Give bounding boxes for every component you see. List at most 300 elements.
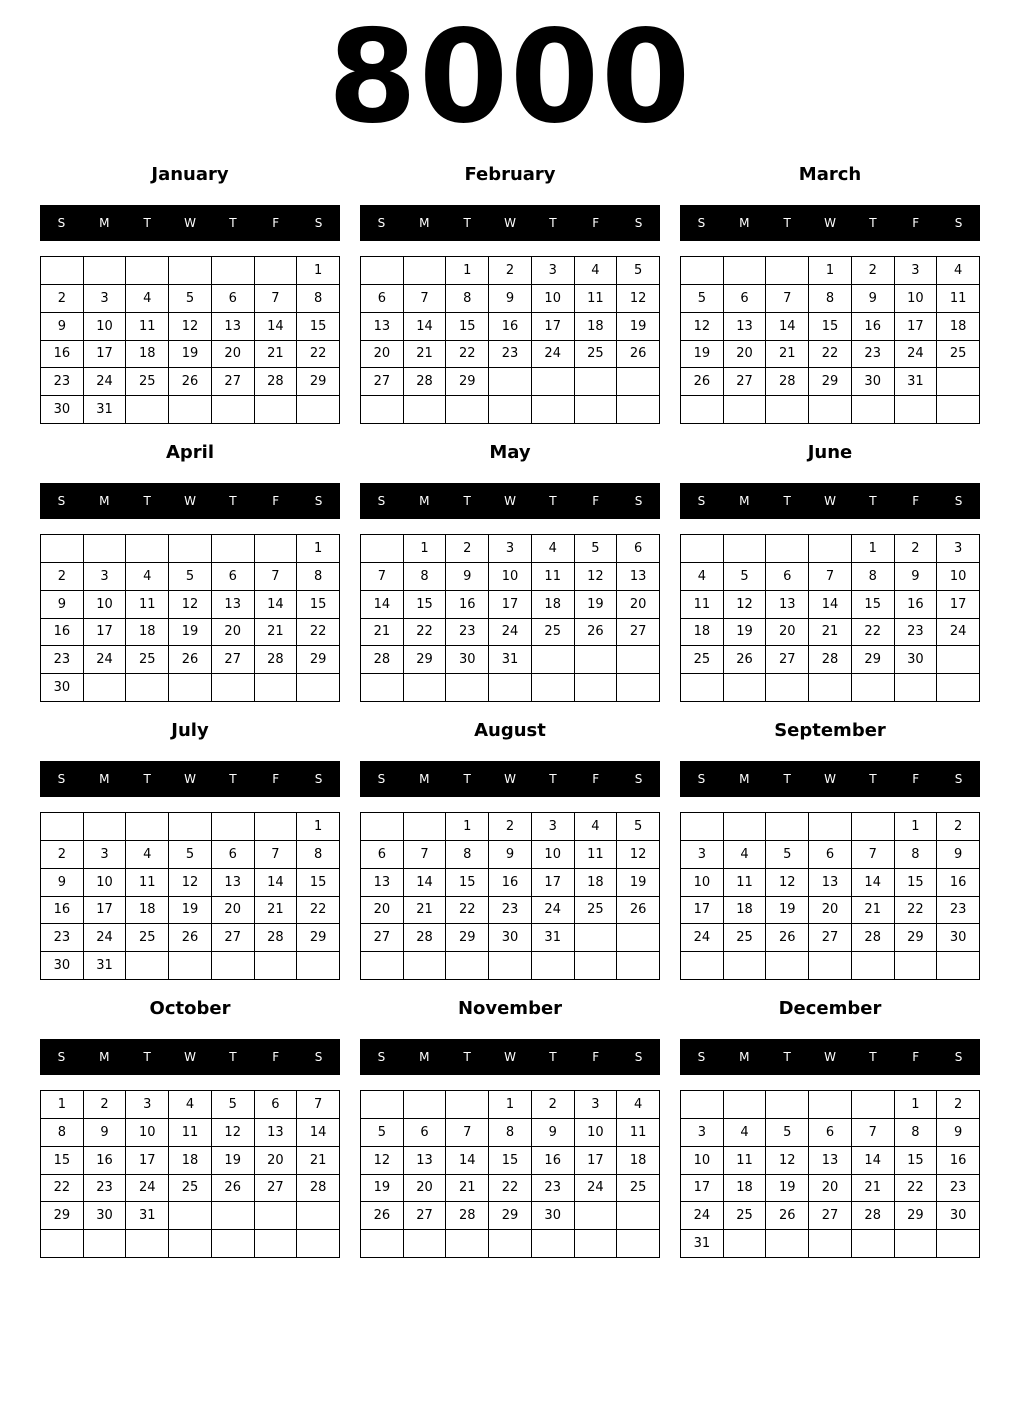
day-cell: 2 xyxy=(852,257,895,285)
day-cell: 28 xyxy=(404,924,447,952)
day-cell: 2 xyxy=(895,535,938,563)
day-cell: 14 xyxy=(404,869,447,897)
weekday-label: W xyxy=(504,1050,516,1064)
day-cell: 7 xyxy=(766,285,809,313)
empty-day-cell xyxy=(404,396,447,424)
day-cell: 30 xyxy=(532,1202,575,1230)
weekday-header xyxy=(680,1039,980,1075)
weekday-label: M xyxy=(739,216,750,230)
weekday-label: S xyxy=(377,216,386,230)
day-cell: 23 xyxy=(895,619,938,647)
day-cell: 19 xyxy=(361,1175,404,1203)
weekday-header xyxy=(680,205,980,241)
day-cell: 24 xyxy=(84,368,127,396)
weekday-label: T xyxy=(869,494,877,508)
empty-day-cell xyxy=(852,1091,895,1119)
day-cell: 24 xyxy=(84,924,127,952)
weekday-label: T xyxy=(549,494,557,508)
day-cell: 9 xyxy=(852,285,895,313)
day-cell: 12 xyxy=(169,591,212,619)
weekday-label: S xyxy=(954,772,963,786)
day-cell: 25 xyxy=(532,619,575,647)
day-cell: 15 xyxy=(895,869,938,897)
empty-day-cell xyxy=(255,952,298,980)
day-cell: 28 xyxy=(255,368,298,396)
empty-day-cell xyxy=(575,952,618,980)
day-cell: 15 xyxy=(895,1147,938,1175)
day-cell: 6 xyxy=(617,535,660,563)
day-cell: 22 xyxy=(297,341,340,369)
day-cell: 28 xyxy=(255,646,298,674)
day-cell: 17 xyxy=(681,1175,724,1203)
empty-day-cell xyxy=(617,368,660,396)
day-cell: 5 xyxy=(169,285,212,313)
day-cell: 20 xyxy=(404,1175,447,1203)
empty-day-cell xyxy=(724,952,767,980)
day-cell: 5 xyxy=(169,563,212,591)
empty-day-cell xyxy=(532,1230,575,1258)
day-cell: 12 xyxy=(169,313,212,341)
day-cell: 8 xyxy=(852,563,895,591)
empty-day-cell xyxy=(297,396,340,424)
day-cell: 24 xyxy=(84,646,127,674)
day-cell: 19 xyxy=(681,341,724,369)
weekday-label: S xyxy=(634,772,643,786)
day-cell: 30 xyxy=(489,924,532,952)
empty-day-cell xyxy=(126,257,169,285)
day-cell: 21 xyxy=(766,341,809,369)
day-cell: 5 xyxy=(766,1119,809,1147)
day-cell: 24 xyxy=(681,1202,724,1230)
day-cell: 27 xyxy=(212,368,255,396)
day-cell: 3 xyxy=(489,535,532,563)
empty-day-cell xyxy=(212,674,255,702)
empty-day-cell xyxy=(681,1091,724,1119)
day-cell: 22 xyxy=(895,1175,938,1203)
day-cell: 18 xyxy=(681,619,724,647)
day-cell: 13 xyxy=(404,1147,447,1175)
day-cell: 19 xyxy=(169,619,212,647)
empty-day-cell xyxy=(575,674,618,702)
day-cell: 4 xyxy=(575,813,618,841)
month-name: November xyxy=(457,998,563,1019)
day-cell: 12 xyxy=(617,285,660,313)
day-cell: 27 xyxy=(809,924,852,952)
day-cell: 26 xyxy=(724,646,767,674)
day-cell: 1 xyxy=(895,1091,938,1119)
empty-day-cell xyxy=(937,368,980,396)
weekday-label: M xyxy=(99,216,110,230)
day-cell: 25 xyxy=(724,1202,767,1230)
day-cell: 6 xyxy=(404,1119,447,1147)
day-cell: 6 xyxy=(766,563,809,591)
day-cell: 21 xyxy=(361,619,404,647)
day-cell: 25 xyxy=(724,924,767,952)
day-cell: 5 xyxy=(212,1091,255,1119)
day-cell: 6 xyxy=(361,841,404,869)
day-cell: 12 xyxy=(681,313,724,341)
day-cell: 16 xyxy=(446,591,489,619)
empty-day-cell xyxy=(895,674,938,702)
day-grid xyxy=(680,812,980,980)
month-march xyxy=(680,160,980,430)
empty-day-cell xyxy=(126,396,169,424)
day-cell: 28 xyxy=(852,924,895,952)
day-cell: 6 xyxy=(809,841,852,869)
day-cell: 8 xyxy=(297,841,340,869)
day-cell: 26 xyxy=(169,924,212,952)
empty-day-cell xyxy=(84,257,127,285)
weekday-label: T xyxy=(783,494,791,508)
weekday-label: S xyxy=(697,216,706,230)
day-cell: 23 xyxy=(937,897,980,925)
empty-day-cell xyxy=(681,674,724,702)
weekday-label: S xyxy=(314,1050,323,1064)
day-cell: 2 xyxy=(446,535,489,563)
empty-day-cell xyxy=(617,1202,660,1230)
day-cell: 30 xyxy=(852,368,895,396)
empty-day-cell xyxy=(617,646,660,674)
day-cell: 19 xyxy=(575,591,618,619)
empty-day-cell xyxy=(255,1202,298,1230)
empty-day-cell xyxy=(681,257,724,285)
weekday-label: T xyxy=(549,1050,557,1064)
day-cell: 11 xyxy=(724,869,767,897)
empty-day-cell xyxy=(724,396,767,424)
day-cell: 4 xyxy=(126,563,169,591)
month-january xyxy=(40,160,340,430)
day-cell: 19 xyxy=(617,869,660,897)
empty-day-cell xyxy=(297,1230,340,1258)
weekday-label: M xyxy=(419,1050,430,1064)
weekday-label: S xyxy=(314,772,323,786)
empty-day-cell xyxy=(169,1202,212,1230)
day-cell: 4 xyxy=(169,1091,212,1119)
day-cell: 26 xyxy=(617,341,660,369)
day-cell: 30 xyxy=(937,924,980,952)
day-cell: 28 xyxy=(255,924,298,952)
weekday-label: S xyxy=(57,494,66,508)
day-cell: 22 xyxy=(809,341,852,369)
day-grid xyxy=(680,534,980,702)
day-cell: 23 xyxy=(41,924,84,952)
empty-day-cell xyxy=(84,674,127,702)
day-cell: 14 xyxy=(852,1147,895,1175)
weekday-label: T xyxy=(143,1050,151,1064)
weekday-label: S xyxy=(697,1050,706,1064)
day-cell: 22 xyxy=(852,619,895,647)
day-cell: 1 xyxy=(404,535,447,563)
weekday-header xyxy=(40,205,340,241)
day-cell: 27 xyxy=(766,646,809,674)
empty-day-cell xyxy=(937,646,980,674)
empty-day-cell xyxy=(724,1091,767,1119)
weekday-label: F xyxy=(592,494,600,508)
day-cell: 22 xyxy=(41,1175,84,1203)
day-cell: 15 xyxy=(297,869,340,897)
empty-day-cell xyxy=(895,396,938,424)
empty-day-cell xyxy=(126,952,169,980)
weekday-label: M xyxy=(99,1050,110,1064)
empty-day-cell xyxy=(617,674,660,702)
day-cell: 7 xyxy=(404,841,447,869)
day-cell: 12 xyxy=(212,1119,255,1147)
day-cell: 14 xyxy=(852,869,895,897)
day-cell: 4 xyxy=(126,841,169,869)
empty-day-cell xyxy=(126,813,169,841)
day-cell: 26 xyxy=(575,619,618,647)
empty-day-cell xyxy=(617,924,660,952)
empty-day-cell xyxy=(681,535,724,563)
day-cell: 21 xyxy=(404,341,447,369)
empty-day-cell xyxy=(937,952,980,980)
day-cell: 29 xyxy=(297,646,340,674)
weekday-label: T xyxy=(549,216,557,230)
day-grid xyxy=(360,1090,660,1258)
empty-day-cell xyxy=(681,396,724,424)
day-cell: 24 xyxy=(126,1175,169,1203)
weekday-label: F xyxy=(272,772,280,786)
day-cell: 5 xyxy=(724,563,767,591)
day-cell: 25 xyxy=(681,646,724,674)
day-cell: 2 xyxy=(532,1091,575,1119)
weekday-label: S xyxy=(57,1050,66,1064)
empty-day-cell xyxy=(724,1230,767,1258)
empty-day-cell xyxy=(852,952,895,980)
day-cell: 13 xyxy=(212,869,255,897)
empty-day-cell xyxy=(255,813,298,841)
day-cell: 8 xyxy=(895,1119,938,1147)
empty-day-cell xyxy=(361,1091,404,1119)
weekday-label: W xyxy=(824,216,836,230)
day-cell: 13 xyxy=(809,869,852,897)
day-cell: 31 xyxy=(681,1230,724,1258)
day-cell: 21 xyxy=(809,619,852,647)
day-cell: 18 xyxy=(126,897,169,925)
day-cell: 7 xyxy=(255,841,298,869)
day-cell: 1 xyxy=(297,257,340,285)
day-cell: 23 xyxy=(489,897,532,925)
day-cell: 13 xyxy=(617,563,660,591)
day-cell: 16 xyxy=(532,1147,575,1175)
weekday-label: M xyxy=(419,216,430,230)
day-cell: 26 xyxy=(617,897,660,925)
empty-day-cell xyxy=(41,257,84,285)
month-name: April xyxy=(165,442,215,463)
empty-day-cell xyxy=(575,1230,618,1258)
day-cell: 12 xyxy=(617,841,660,869)
empty-day-cell xyxy=(446,396,489,424)
day-cell: 5 xyxy=(617,813,660,841)
month-september xyxy=(680,716,980,986)
day-cell: 8 xyxy=(404,563,447,591)
day-cell: 23 xyxy=(41,368,84,396)
day-cell: 23 xyxy=(41,646,84,674)
day-cell: 16 xyxy=(84,1147,127,1175)
empty-day-cell xyxy=(852,1230,895,1258)
day-cell: 20 xyxy=(809,1175,852,1203)
empty-day-cell xyxy=(361,535,404,563)
day-cell: 20 xyxy=(617,591,660,619)
weekday-label: T xyxy=(463,494,471,508)
weekday-label: M xyxy=(99,494,110,508)
weekday-label: S xyxy=(377,494,386,508)
day-cell: 17 xyxy=(532,869,575,897)
day-cell: 26 xyxy=(681,368,724,396)
day-cell: 28 xyxy=(404,368,447,396)
day-cell: 7 xyxy=(446,1119,489,1147)
day-cell: 18 xyxy=(937,313,980,341)
day-cell: 3 xyxy=(575,1091,618,1119)
day-cell: 3 xyxy=(937,535,980,563)
day-cell: 6 xyxy=(212,841,255,869)
day-cell: 12 xyxy=(766,869,809,897)
weekday-label: W xyxy=(824,1050,836,1064)
day-cell: 12 xyxy=(766,1147,809,1175)
empty-day-cell xyxy=(126,1230,169,1258)
empty-day-cell xyxy=(361,1230,404,1258)
day-cell: 21 xyxy=(852,897,895,925)
day-cell: 11 xyxy=(532,563,575,591)
empty-day-cell xyxy=(809,1091,852,1119)
weekday-header xyxy=(40,483,340,519)
day-cell: 16 xyxy=(41,619,84,647)
day-cell: 23 xyxy=(446,619,489,647)
day-cell: 16 xyxy=(41,341,84,369)
day-cell: 15 xyxy=(809,313,852,341)
day-cell: 23 xyxy=(84,1175,127,1203)
day-cell: 28 xyxy=(297,1175,340,1203)
weekday-label: F xyxy=(592,772,600,786)
day-cell: 26 xyxy=(361,1202,404,1230)
day-cell: 9 xyxy=(41,313,84,341)
day-cell: 20 xyxy=(255,1147,298,1175)
day-cell: 20 xyxy=(809,897,852,925)
day-cell: 22 xyxy=(489,1175,532,1203)
day-cell: 20 xyxy=(212,619,255,647)
weekday-label: W xyxy=(824,772,836,786)
day-cell: 8 xyxy=(41,1119,84,1147)
day-cell: 10 xyxy=(126,1119,169,1147)
empty-day-cell xyxy=(255,535,298,563)
empty-day-cell xyxy=(255,396,298,424)
empty-day-cell xyxy=(809,952,852,980)
day-cell: 3 xyxy=(126,1091,169,1119)
weekday-label: W xyxy=(504,216,516,230)
weekday-label: T xyxy=(783,216,791,230)
empty-day-cell xyxy=(404,1230,447,1258)
weekday-label: T xyxy=(783,1050,791,1064)
day-cell: 31 xyxy=(84,952,127,980)
day-cell: 2 xyxy=(489,257,532,285)
day-cell: 27 xyxy=(809,1202,852,1230)
day-cell: 23 xyxy=(489,341,532,369)
day-cell: 21 xyxy=(297,1147,340,1175)
day-cell: 19 xyxy=(169,341,212,369)
empty-day-cell xyxy=(766,674,809,702)
day-cell: 11 xyxy=(575,841,618,869)
day-cell: 5 xyxy=(617,257,660,285)
weekday-label: W xyxy=(184,216,196,230)
day-cell: 4 xyxy=(617,1091,660,1119)
day-cell: 15 xyxy=(41,1147,84,1175)
day-cell: 14 xyxy=(255,591,298,619)
day-cell: 20 xyxy=(212,341,255,369)
empty-day-cell xyxy=(404,952,447,980)
empty-day-cell xyxy=(489,674,532,702)
empty-day-cell xyxy=(532,646,575,674)
day-cell: 30 xyxy=(937,1202,980,1230)
month-june xyxy=(680,438,980,708)
month-name: October xyxy=(149,998,231,1019)
day-cell: 20 xyxy=(212,897,255,925)
empty-day-cell xyxy=(532,368,575,396)
day-cell: 28 xyxy=(361,646,404,674)
day-cell: 10 xyxy=(895,285,938,313)
weekday-label: S xyxy=(954,1050,963,1064)
day-cell: 3 xyxy=(532,813,575,841)
day-cell: 24 xyxy=(532,341,575,369)
day-cell: 5 xyxy=(575,535,618,563)
day-cell: 16 xyxy=(895,591,938,619)
weekday-label: T xyxy=(549,772,557,786)
weekday-label: T xyxy=(229,494,237,508)
day-cell: 21 xyxy=(255,341,298,369)
day-cell: 21 xyxy=(255,619,298,647)
day-cell: 1 xyxy=(297,813,340,841)
day-cell: 3 xyxy=(895,257,938,285)
empty-day-cell xyxy=(169,813,212,841)
day-cell: 20 xyxy=(361,897,404,925)
empty-day-cell xyxy=(446,674,489,702)
empty-day-cell xyxy=(404,257,447,285)
day-cell: 10 xyxy=(84,313,127,341)
day-cell: 2 xyxy=(41,285,84,313)
day-cell: 25 xyxy=(937,341,980,369)
day-cell: 28 xyxy=(766,368,809,396)
empty-day-cell xyxy=(809,1230,852,1258)
weekday-label: F xyxy=(272,216,280,230)
day-cell: 16 xyxy=(489,313,532,341)
day-cell: 29 xyxy=(446,924,489,952)
day-cell: 13 xyxy=(766,591,809,619)
day-cell: 12 xyxy=(575,563,618,591)
day-cell: 9 xyxy=(41,869,84,897)
day-cell: 2 xyxy=(937,1091,980,1119)
day-cell: 18 xyxy=(126,619,169,647)
empty-day-cell xyxy=(575,368,618,396)
empty-day-cell xyxy=(446,952,489,980)
empty-day-cell xyxy=(766,257,809,285)
empty-day-cell xyxy=(41,813,84,841)
day-cell: 10 xyxy=(575,1119,618,1147)
weekday-header xyxy=(40,1039,340,1075)
empty-day-cell xyxy=(852,396,895,424)
day-cell: 3 xyxy=(84,285,127,313)
day-cell: 13 xyxy=(361,313,404,341)
day-cell: 29 xyxy=(489,1202,532,1230)
day-cell: 29 xyxy=(809,368,852,396)
day-cell: 21 xyxy=(255,897,298,925)
empty-day-cell xyxy=(724,257,767,285)
day-cell: 14 xyxy=(766,313,809,341)
empty-day-cell xyxy=(212,257,255,285)
weekday-label: S xyxy=(377,772,386,786)
empty-day-cell xyxy=(895,952,938,980)
weekday-label: F xyxy=(592,1050,600,1064)
day-cell: 18 xyxy=(575,313,618,341)
day-cell: 8 xyxy=(895,841,938,869)
